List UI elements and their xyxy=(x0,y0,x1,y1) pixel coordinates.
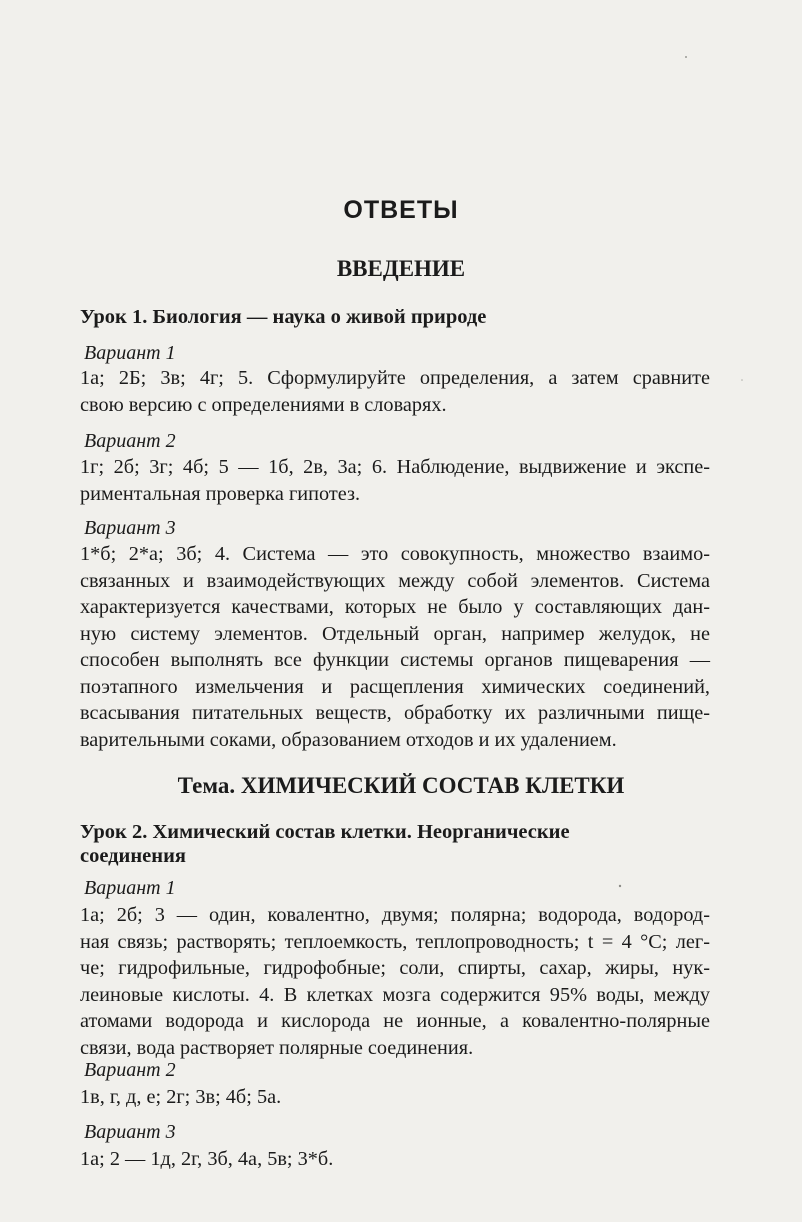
answer-line: 1в, г, д, е; 2г; 3в; 4б; 5а. xyxy=(80,1086,282,1108)
lesson-2-variant-1-label: Вариант 1 xyxy=(84,877,176,899)
lesson-1-variant-1-answer xyxy=(80,365,710,418)
lesson-2-variant-1-answer xyxy=(80,902,710,1061)
topic-heading: Тема. ХИМИЧЕСКИЙ СОСТАВ КЛЕТКИ xyxy=(177,773,625,798)
answer-line: ная связь; растворять; теплоемкость, теплопроводность; t = 4 °С; лег- xyxy=(80,930,710,953)
lesson-2-variant-2-answer xyxy=(80,1084,710,1111)
speck xyxy=(741,379,743,381)
speck xyxy=(619,885,621,887)
lesson-1-variant-2-label: Вариант 2 xyxy=(84,430,176,452)
answer-line: ную систему элементов. Отдельный орган, например желудок, не xyxy=(80,622,710,645)
answer-line: связанных и взаимодействующих между собой элементов. Система xyxy=(80,569,710,592)
answer-line: леиновые кислоты. 4. В клетках мозга содержится 95% воды, между xyxy=(80,983,710,1006)
answer-line: всасывания питательных веществ, обработку их различными пище- xyxy=(80,702,710,724)
answer-line: свою версию с определениями в словарях. xyxy=(80,393,447,416)
lesson-1-variant-3-label: Вариант 3 xyxy=(84,517,176,539)
page-title: ОТВЕТЫ xyxy=(343,196,459,224)
answer-line: че; гидрофильные, гидрофобные; соли, спирты, сахар, жиры, нук- xyxy=(80,957,710,979)
answer-line: 1а; 2Б; 3в; 4г; 5. Сформулируйте определения, а затем сравните xyxy=(80,367,710,389)
answer-line: варительными соками, образованием отходов и их удалением. xyxy=(80,728,617,751)
answer-line: 1г; 2б; 3г; 4б; 5 — 1б, 2в, 3а; 6. Наблюдение, выдвижение и экспе- xyxy=(80,456,710,478)
answer-line: риментальная проверка гипотез. xyxy=(80,482,361,505)
lesson-1-heading: Урок 1. Биология — наука о живой природе xyxy=(80,306,487,328)
lesson-1-variant-3-answer xyxy=(80,541,710,753)
answer-line: 1а; 2 — 1д, 2г, 3б, 4а, 5в; 3*б. xyxy=(80,1148,334,1170)
lesson-2-variant-3-answer xyxy=(80,1146,710,1173)
lesson-2-variant-2-label: Вариант 2 xyxy=(84,1059,176,1081)
lesson-1-variant-1-label: Вариант 1 xyxy=(84,342,176,364)
answer-line: 1*б; 2*а; 3б; 4. Система — это совокупность, множество взаимо- xyxy=(80,543,710,565)
answer-line: характеризуется качествами, которых не было у составляющих дан- xyxy=(80,596,710,618)
answer-line: 1а; 2б; 3 — один, ковалентно, двумя; полярна; водорода, водород- xyxy=(80,904,710,926)
answer-line: поэтапного измельчения и расщепления химических соединений, xyxy=(80,675,710,698)
answer-line: связи, вода растворяет полярные соединения. xyxy=(80,1036,474,1059)
lesson-2-heading-line: Урок 2. Химический состав клетки. Неорганические xyxy=(80,821,570,843)
intro-heading: ВВЕДЕНИЕ xyxy=(336,256,466,281)
lesson-2-variant-3-label: Вариант 3 xyxy=(84,1121,176,1143)
lesson-2-heading-line: соединения xyxy=(80,845,186,867)
speck xyxy=(685,56,687,58)
lesson-1-variant-2-answer xyxy=(80,454,710,507)
lesson-2-heading xyxy=(80,820,720,868)
answer-line: атомами водорода и кислорода не ионные, а ковалентно-полярные xyxy=(80,1010,710,1032)
answer-line: способен выполнять все функции системы органов пищеварения — xyxy=(80,649,710,671)
